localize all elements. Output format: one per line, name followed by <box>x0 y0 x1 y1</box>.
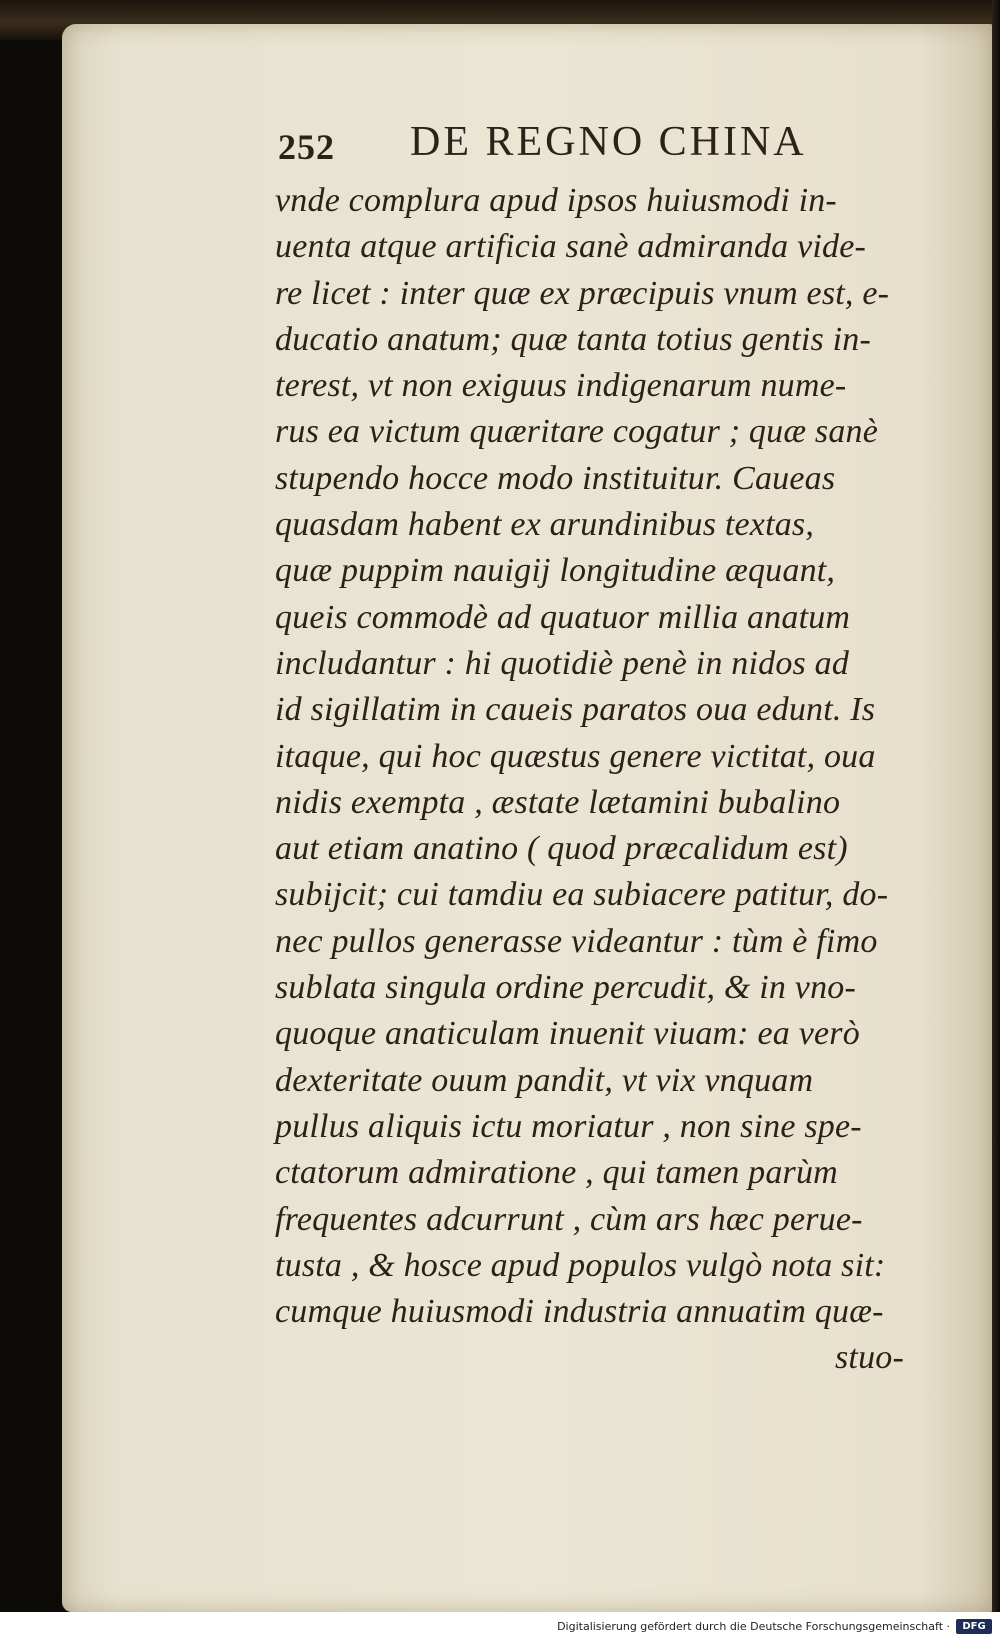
funding-notice: Digitalisierung gefördert durch die Deutsche Forschungsgemeinschaft · <box>557 1620 950 1633</box>
catchword: stuo- <box>835 1339 904 1377</box>
text-line: queis commodè ad quatuor millia anatum <box>275 598 851 636</box>
page-number: 252 <box>278 127 335 167</box>
text-line: vnde complura apud ipsos huiusmodi in- <box>275 182 837 219</box>
text-line: quasdam habent ex arundinibus textas, <box>275 506 815 544</box>
text-line: cumque huiusmodi industria annuatim quæ- <box>275 1293 884 1331</box>
text-line: uenta atque artificia sanè admiranda vide- <box>275 228 867 266</box>
text-line: itaque, qui hoc quæstus genere victitat, oua <box>275 737 876 775</box>
text-line: frequentes adcurrunt , cùm ars hæc perue- <box>275 1200 863 1238</box>
text-line: ducatio anatum; quæ tanta totius gentis in- <box>275 320 872 358</box>
text-line: pullus aliquis ictu moriatur , non sine spe- <box>275 1107 862 1145</box>
text-line: nec pullos generasse videantur : tùm è fimo <box>275 922 878 960</box>
dfg-logo-icon: DFG <box>956 1619 992 1634</box>
text-line: quæ puppim nauigij longitudine æquant, <box>275 552 836 590</box>
page-edge-shadow <box>992 0 1000 1612</box>
text-line: quoque anaticulam inuenit viuam: ea verò <box>275 1015 860 1053</box>
text-line: re licet : inter quæ ex præcipuis vnum est, e- <box>275 274 890 312</box>
text-line: stupendo hocce modo instituitur. Caueas <box>275 459 836 497</box>
running-title: DE REGNO CHINA <box>410 119 807 165</box>
text-line: aut etiam anatino ( quod præcalidum est) <box>275 830 848 868</box>
text-line: id sigillatim in caueis paratos oua edunt. Is <box>275 691 876 729</box>
text-line: rus ea victum quæritare cogatur ; quæ sanè <box>275 413 879 451</box>
page-header <box>278 118 878 168</box>
text-line: subijcit; cui tamdiu ea subiacere patitur, do- <box>275 876 889 914</box>
text-line: tusta , & hosce apud populos vulgò nota sit: <box>275 1246 886 1284</box>
text-line: terest, vt non exiguus indigenarum nume- <box>275 367 847 405</box>
text-line: dexteritate ouum pandit, vt vix vnquam <box>275 1061 814 1099</box>
digitization-footer <box>0 1612 1000 1642</box>
text-line: sublata singula ordine percudit, & in vno- <box>275 969 857 1007</box>
text-line: nidis exempta , æstate lætamini bubalino <box>275 783 841 821</box>
text-line: includantur : hi quotidiè penè in nidos ad <box>275 644 850 682</box>
body-text <box>275 178 920 1382</box>
text-line: ctatorum admiratione , qui tamen parùm <box>275 1154 838 1192</box>
